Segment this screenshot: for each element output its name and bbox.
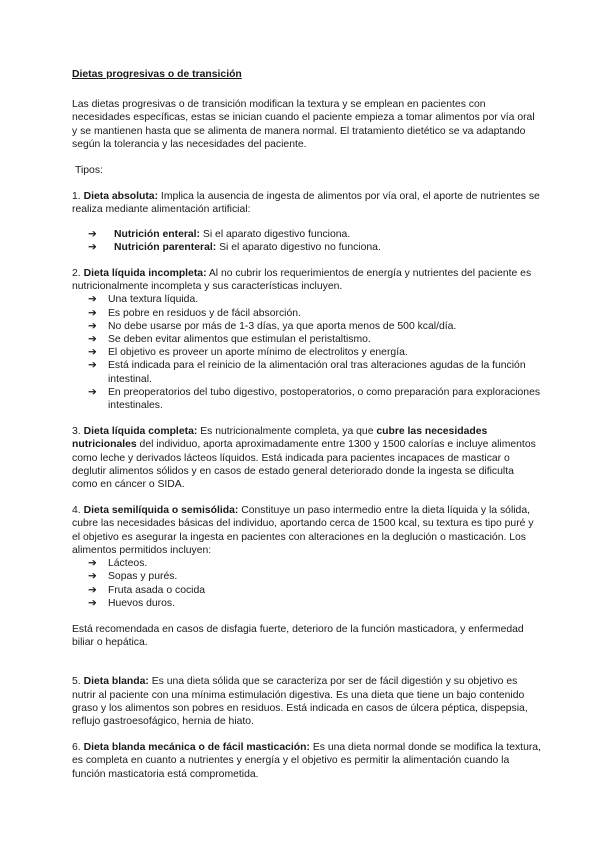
section-1-number: 1.: [72, 191, 81, 203]
arrow-icon: ➔: [88, 294, 97, 306]
section-dieta-blanda-mecanica: [72, 741, 542, 781]
arrow-icon: ➔: [88, 241, 97, 253]
list-item: [72, 597, 542, 610]
list-item-bold: Nutrición parenteral:: [114, 241, 217, 253]
list-item-text: No debe usarse por más de 1-3 días, ya que aporta menos de 500 kcal/día.: [108, 320, 457, 332]
arrow-icon: ➔: [88, 584, 97, 596]
section-dieta-blanda: [72, 675, 542, 728]
section-4-text: Constituye un paso intermedio entre la dieta líquida y la sólida, cubre las necesidades básicas del individuo, aportando cerca de 1500 kcal, su textura es tipo puré y el objetivo es asegurar la ingesta en pacientes con alteraciones en la deglución o masticación. Los alimentos permitidos incluyen:: [72, 505, 534, 556]
section-1-paragraph: [72, 190, 542, 216]
list-item-text: Está indicada para el reinicio de la alimentación oral tras alteraciones agudas de la función intestinal.: [108, 360, 526, 385]
section-3-text-a: Es nutricionalmente completa, ya que: [197, 426, 377, 438]
list-item: [72, 386, 542, 412]
section-dieta-liquida-incompleta: [72, 267, 542, 412]
arrow-icon: ➔: [88, 320, 97, 332]
section-5-number: 5.: [72, 676, 81, 688]
list-item: [72, 333, 542, 346]
section-dieta-liquida-completa: [72, 425, 542, 491]
arrow-icon: ➔: [88, 558, 97, 570]
arrow-icon: ➔: [88, 228, 97, 240]
list-item: [72, 346, 542, 359]
section-5-heading: Dieta blanda:: [83, 676, 149, 688]
section-1-heading: Dieta absoluta:: [83, 191, 159, 203]
arrow-icon: ➔: [88, 347, 97, 359]
list-item: [72, 584, 542, 597]
list-item-text: Si el aparato digestivo no funciona.: [216, 241, 381, 253]
arrow-icon: ➔: [88, 571, 97, 583]
arrow-icon: ➔: [88, 360, 97, 372]
section-4-paragraph: [72, 504, 542, 557]
list-item: [72, 307, 542, 320]
list-item: [72, 228, 542, 241]
section-4-heading: Dieta semilíquida o semisólida:: [83, 505, 239, 517]
section-6-number: 6.: [72, 742, 81, 754]
arrow-icon: ➔: [88, 386, 97, 398]
list-item: [72, 293, 542, 306]
section-6-heading: Dieta blanda mecánica o de fácil masticación:: [83, 742, 310, 754]
section-4-number: 4.: [72, 505, 81, 517]
list-item: [72, 359, 542, 385]
list-item-text: Se deben evitar alimentos que estimulan el peristaltismo.: [108, 334, 371, 346]
list-item-text: El objetivo es proveer un aporte mínimo de electrolitos y energía.: [108, 347, 408, 359]
section-5-text: Es una dieta sólida que se caracteriza por ser de fácil digestión y su objetivo es nutrir al paciente con una mínima estimulación digestiva. Es una dieta que tiene un bajo contenido graso y los alimentos son pobres en residuos. Está indicada en casos de úlcera péptica, dispepsia, reflujo gastroesofágico, hernia de hiato.: [72, 676, 528, 727]
section-5-paragraph: [72, 675, 542, 728]
list-item-text: Si el aparato digestivo funciona.: [200, 228, 351, 240]
list-item-text: Una textura líquida.: [108, 294, 199, 306]
arrow-icon: ➔: [88, 334, 97, 346]
section-4-note: Está recomendada en casos de disfagia fuerte, deterioro de la función masticadora, y enfermedad biliar o hepática.: [72, 623, 524, 649]
list-item-text: Huevos duros.: [108, 597, 175, 609]
list-item-text: Sopas y purés.: [108, 571, 178, 583]
section-2-number: 2.: [72, 268, 81, 280]
list-item-text: Es pobre en residuos y de fácil absorción.: [108, 307, 301, 319]
list-item: [72, 320, 542, 333]
section-dieta-semiliquida: [72, 504, 542, 649]
section-2-list: [72, 293, 542, 412]
list-item: [72, 241, 542, 254]
document-title: Dietas progresivas o de transición: [72, 69, 242, 80]
list-item: [72, 557, 542, 570]
section-3-bold-phrase: cubre las necesidades nutricionales: [72, 426, 488, 451]
section-3-heading: Dieta líquida completa:: [83, 426, 198, 438]
intro-paragraph: Las dietas progresivas o de transición modifican la textura y se emplean en pacientes con necesidades específicas, estas se inician cuando el paciente empieza a tomar alimentos por vía oral y se mantienen hasta que se alimenta de manera normal. El tratamiento dietético se va adaptando según la tolerancia y las necesidades del paciente.: [72, 99, 535, 150]
section-3-number: 3.: [72, 426, 81, 438]
section-3-paragraph: [72, 425, 542, 491]
section-2-heading: Dieta líquida incompleta:: [83, 268, 207, 280]
list-item-text: Lácteos.: [108, 558, 148, 570]
list-item-text: En preoperatorios del tubo digestivo, postoperatorios, o como preparación para exploraciones intestinales.: [108, 386, 541, 412]
section-2-paragraph: [72, 267, 542, 293]
section-1-text: Implica la ausencia de ingesta de alimentos por vía oral, el aporte de nutrientes se realiza mediante alimentación artificial:: [72, 191, 540, 216]
section-6-text: Es una dieta normal donde se modifica la textura, es completa en cuanto a nutrientes y energía y el objetivo es permitir la alimentación cuando la función masticatoria está comprometida.: [72, 742, 541, 780]
list-item: [72, 570, 542, 583]
section-3-text-c: del individuo, aporta aproximadamente entre 1300 y 1500 calorías e incluye alimentos como leche y derivados lácteos líquidos. Está indicada para pacientes incapaces de masticar o deglutir alimentos sólidos y en casos de estado general deteriorado donde la ingesta se dificulta como en cáncer o SIDA.: [72, 439, 536, 491]
arrow-icon: ➔: [88, 307, 97, 319]
list-item-bold: Nutrición enteral:: [114, 228, 201, 240]
section-dieta-absoluta: [72, 190, 542, 254]
section-1-list: [72, 228, 542, 254]
section-4-list: [72, 557, 542, 610]
list-item-text: Fruta asada o cocida: [108, 584, 206, 596]
section-2-text: Al no cubrir los requerimientos de energía y nutrientes del paciente es nutricionalmente incompleta y sus características incluyen.: [72, 268, 532, 293]
tipos-label: Tipos:: [75, 165, 103, 177]
arrow-icon: ➔: [88, 597, 97, 609]
section-6-paragraph: [72, 741, 542, 781]
